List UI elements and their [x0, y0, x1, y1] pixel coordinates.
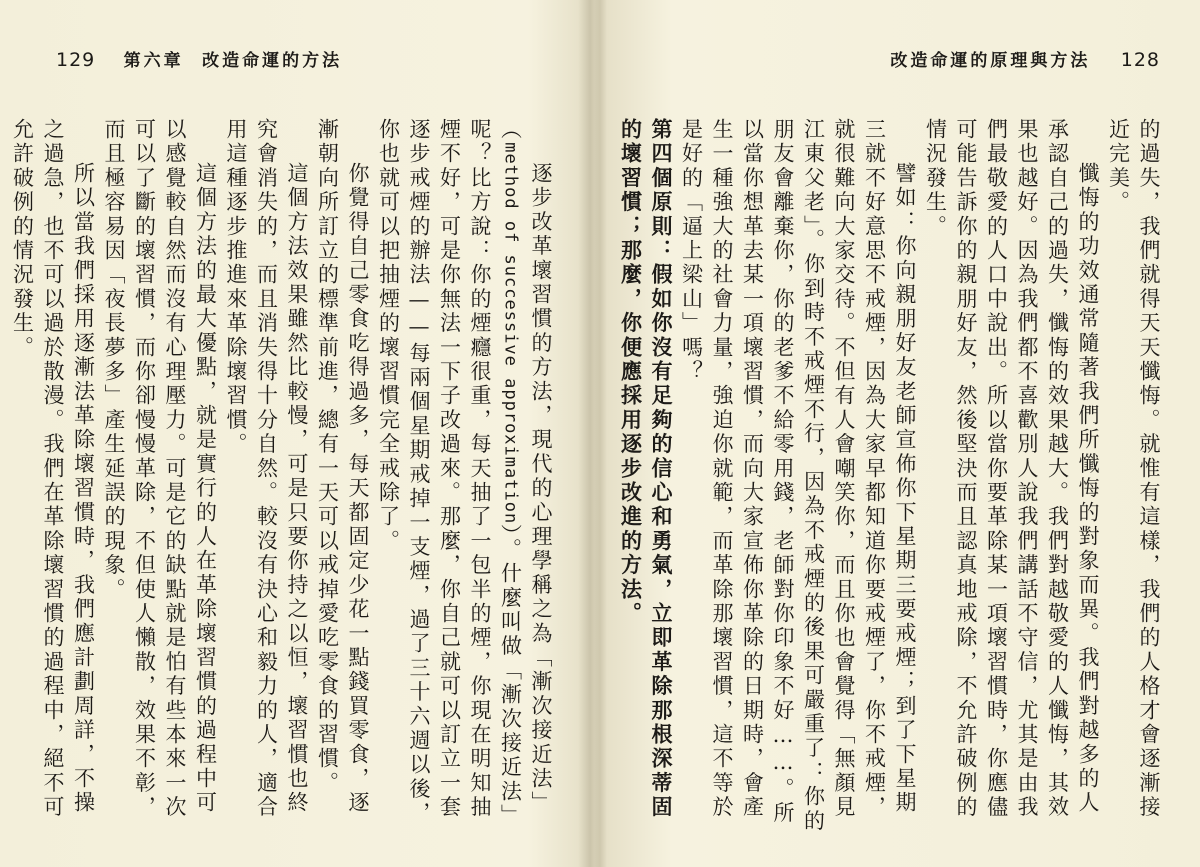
left-page-number: 129 — [56, 49, 96, 71]
right-header-title: 改造命運的原理與方法 — [890, 51, 1091, 71]
paragraph: 的過失，我們就得天天懺悔。就惟有這樣，我們的人格才會逐漸接近完美。 — [1106, 118, 1161, 820]
paragraph-text: ）。什麼叫做「漸次接近法」呢？比方說：你的煙癮很重，每天抽了一包半的煙，你現在明知抽煙不好，可是你無法一下子改過來。那麼，你自己就可以訂立一套逐步戒煙的辦法——每兩個星期戒掉一支煙，過了三十六週以後，你也就可以把抽煙的壞習慣完全戒除了。 — [376, 118, 523, 829]
paragraph: 譬如：你向親朋好友老師宣佈你下星期三要戒煙；到了下星期三就不好意思不戒煙，因為大家早都知道你要戒煙了，你不戒煙，就很難向大家交待。不但有人會嘲笑你，而且你也會覺得「無顏見江東父老」。你到時不戒煙不行，因為不戒煙的後果可嚴重了：你的朋友會離棄你，你的老爹不給零用錢，老師對你印象不好……。所以當你想革去某一項壞習慣，而向大家宣佈你革除的日期時，會產生一種強大的社會力量，強迫你就範，而革除那壞習慣，這不等於是好的「逼上梁山」嗎？ — [679, 118, 917, 834]
paragraph — [373, 118, 556, 837]
right-page — [594, 0, 1200, 867]
right-page-body — [618, 118, 1164, 837]
paragraph-text: 逐步改革壞習慣的方法，現代的心理學稱之為「漸次接近法」（ — [498, 118, 553, 816]
paragraph: 你覺得自己零食吃得過多，每天都固定少花一點錢買零食，逐漸朝向所訂立的標準前進，總有一天可以戒掉愛吃零食的習慣。 — [315, 118, 370, 816]
principle-text: 第四個原則：假如你沒有足夠的信心和勇氣，立即革除那根深蒂固的壞習慣；那麼，你便應採用逐步改進的方法。 — [618, 118, 673, 820]
paragraph: 懺悔的功效通常隨著我們所懺悔的對象而異。我們對越多的人承認自己的過失，懺悔的效果越大。我們對越敬愛的人懺悔，其效果也越好。因為我們都不喜歡別人說我們講話不守信，尤其是由我們最敬愛的人口中說出。所以當你要革除某一項壞習慣時，你應儘可能告訴你的親朋好友，然後堅決而且認真地戒除，不允許破例的情況發生。 — [923, 118, 1100, 820]
right-page-number: 128 — [1120, 49, 1160, 71]
paragraph: 所以當我們採用逐漸法革除壞習慣時，我們應計劃周詳，不操之過急，也不可以過於散漫。我們在革除壞習慣的過程中，絕不可允許破例的情況發生。 — [10, 118, 96, 820]
principle-paragraph — [615, 118, 676, 837]
left-page-header — [56, 46, 348, 71]
english-term: method of successive approximation — [500, 142, 521, 525]
paragraph: 這個方法效果雖然比較慢，可是只要你持之以恒，壞習慣也終究會消失的，而且消失得十分自然。較沒有決心和毅力的人，適合用這種逐步推進來革除壞習慣。 — [224, 118, 309, 820]
chapter-title: 改造命運的方法 — [202, 51, 343, 71]
left-page-body — [10, 118, 556, 837]
right-page-header — [884, 46, 1160, 71]
chapter-label: 第六章 — [123, 51, 184, 71]
paragraph: 這個方法的最大優點，就是實行的人在革除壞習慣的過程中可以感覺較自然而沒有心理壓力。可是它的缺點就是怕有些本來一次可以了斷的壞習慣，而你卻慢慢革除，不但使人懶散，效果不彰，而且極容易因「夜長夢多」產生延誤的現象。 — [102, 118, 218, 820]
left-page — [0, 0, 590, 867]
